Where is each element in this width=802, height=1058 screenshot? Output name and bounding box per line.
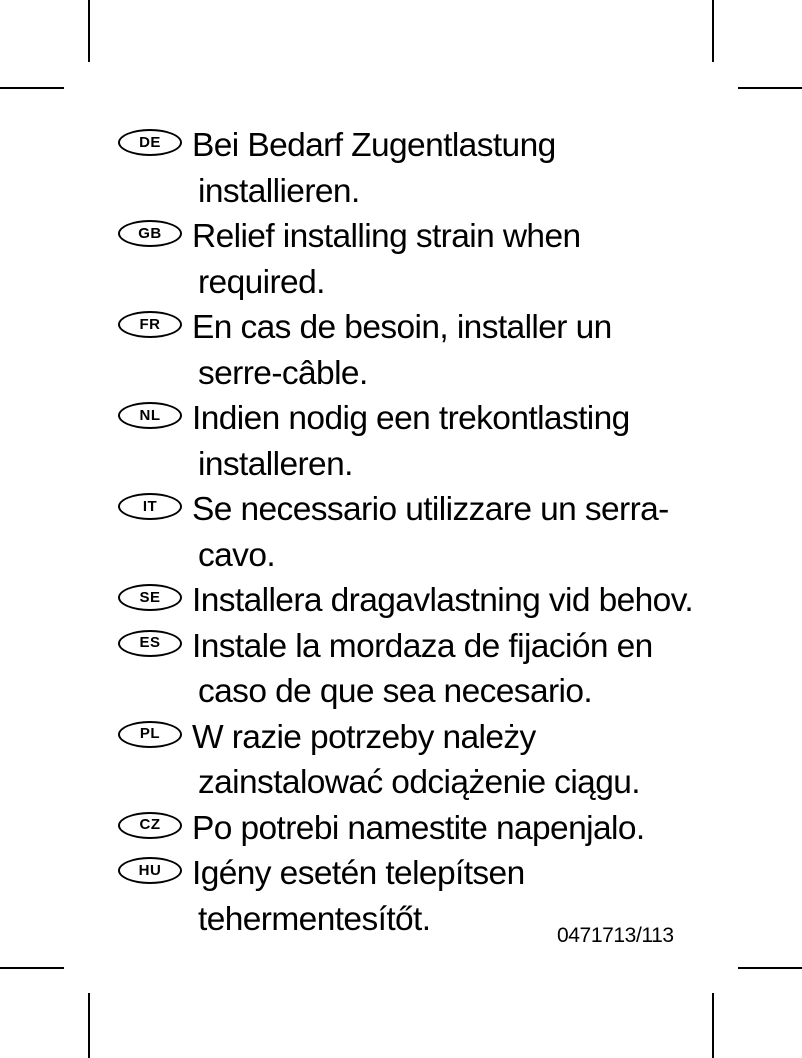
crop-mark-bottom-left-horizontal [0,967,64,969]
language-badge-gb: GB [118,220,182,247]
instruction-item-es [118,624,698,715]
crop-mark-top-right-vertical [712,0,714,62]
language-badge-it: IT [118,493,182,520]
language-badge-cz: CZ [118,812,182,839]
language-badge-pl: PL [118,721,182,748]
instruction-item-pl [118,715,698,806]
crop-mark-bottom-right-vertical [712,993,714,1058]
crop-mark-top-left-horizontal [0,87,64,89]
instruction-text-nl: Indien nodig een trekontlasting installeren. [192,400,630,483]
instruction-text-se: Installera dragavlastning vid behov. [192,582,694,619]
instruction-item-se [118,578,698,624]
instruction-item-nl [118,396,698,487]
instruction-text-de: Bei Bedarf Zugentlastung installieren. [192,127,556,210]
language-badge-es: ES [118,630,182,657]
instruction-text-hu: Igény esetén telepítsen tehermentesítőt. [192,855,525,938]
crop-mark-top-left-vertical [88,0,90,62]
instruction-text-cz: Po potrebi namestite napenjalo. [192,809,645,847]
instruction-item-fr [118,305,698,396]
language-badge-fr: FR [118,311,182,338]
instruction-list [118,123,698,942]
language-badge-se: SE [118,584,182,611]
language-badge-hu: HU [118,857,182,884]
instruction-text-pl: W razie potrzeby należy zainstalować odciążenie ciągu. [192,718,640,801]
instruction-item-gb [118,214,698,305]
crop-mark-bottom-left-vertical [88,993,90,1058]
language-badge-de: DE [118,129,182,156]
instruction-text-it: Se necessario utilizzare un serra-cavo. [192,491,669,574]
crop-mark-top-right-horizontal [738,87,802,89]
crop-mark-bottom-right-horizontal [738,967,802,969]
instruction-text-es: Instale la mordaza de fijación en caso de que sea necesario. [192,627,653,710]
instruction-item-it [118,487,698,578]
instruction-text-gb: Relief installing strain when required. [192,218,581,301]
instruction-item-de [118,123,698,214]
document-code: 0471713/113 [557,924,674,947]
instruction-item-cz [118,806,698,852]
instruction-text-fr: En cas de besoin, installer un serre-câble. [192,309,612,392]
language-badge-nl: NL [118,402,182,429]
